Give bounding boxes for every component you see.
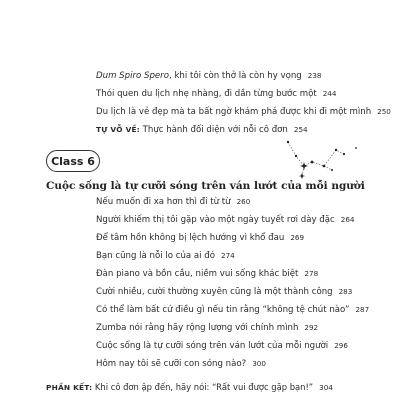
toc-page-number: 300: [252, 359, 266, 368]
toc-entry: [96, 232, 304, 244]
toc-entry: [96, 124, 308, 136]
toc-entry-text: Để tâm hồn không bị lệch hướng vì khổ đau: [96, 233, 285, 243]
toc-entry-text: Du lịch là vẻ đẹp mà ta bất ngờ khám phá được khi đi một mình: [96, 107, 372, 117]
constellation-icon: [282, 138, 362, 182]
toc-entry-text: Cười nhiều, cười thường xuyên cũng là một thành công: [96, 287, 333, 297]
toc-entry: [96, 214, 354, 226]
toc-entry: [96, 286, 352, 298]
toc-entry: [96, 196, 250, 208]
toc-entry: [96, 88, 336, 100]
toc-page-number: 250: [377, 107, 391, 116]
epilogue-entry: [46, 382, 333, 392]
toc-page-number: 238: [307, 71, 322, 80]
toc-page-number: 287: [355, 305, 370, 314]
toc-page-number: 269: [290, 233, 305, 242]
toc-entry: [96, 340, 348, 352]
toc-entry: [96, 106, 391, 118]
toc-page-number: 283: [338, 287, 353, 296]
toc-entry-text: Nếu muốn đi xa hơn thì đi từ từ: [96, 197, 231, 207]
toc-entry: [96, 304, 369, 316]
toc-entry: [96, 70, 321, 82]
toc-page-number: 278: [304, 269, 319, 278]
toc-entry-text: Thói quen du lịch nhẹ nhàng, đi dần từng bước một: [96, 89, 317, 99]
toc-page-number: 304: [319, 383, 333, 392]
toc-page-number: 254: [293, 125, 308, 134]
toc-page-number: 274: [221, 251, 235, 260]
toc-page-number: 292: [304, 323, 319, 332]
toc-entry: [96, 268, 318, 280]
epilogue-label: PHẦN KẾT:: [46, 383, 93, 392]
toc-page-number: 244: [322, 89, 337, 98]
toc-entry: [96, 250, 235, 262]
toc-entry-text: , khi tôi còn thở là còn hy vọng: [168, 71, 302, 81]
section-title: Cuộc sống là tự cưỡi sóng trên ván lướt của mỗi người: [46, 180, 365, 192]
toc-entry: [96, 322, 318, 334]
toc-entry-text: Hôm nay tôi sẽ cưỡi con sóng nào?: [96, 359, 247, 369]
toc-entry-text: Đàn piano và bồn cầu, niềm vui sống khác biệt: [96, 269, 299, 279]
toc-entry-italic: Dum Spiro Spero: [96, 71, 169, 81]
toc-entry-text: Thực hành đối diện với nỗi cô đơn: [142, 125, 288, 135]
toc-page-number: 264: [340, 215, 355, 224]
toc-entry-label: TỰ VỖ VỀ:: [96, 125, 140, 134]
toc-entry: [96, 358, 266, 370]
toc-entry-text: Zumba nói rằng hãy rộng lượng với chính mình: [96, 323, 299, 333]
class-badge: Class 6: [46, 150, 100, 172]
toc-entry-text: Bạn cũng là nỗi lo của ai đó: [96, 251, 215, 261]
toc-page-number: 260: [236, 197, 251, 206]
toc-page-number: 296: [334, 341, 348, 350]
epilogue-text: Khi cô đơn ập đến, hãy nói: “Rất vui được gặp bạn!”: [94, 382, 314, 392]
toc-entry-text: Có thể làm bất cứ điều gì nếu tin rằng “không tệ chút nào”: [96, 305, 350, 315]
toc-entry-text: Cuộc sống là tự cưỡi sóng trên ván lướt của mỗi người: [96, 341, 329, 351]
toc-entry-text: Người khiếm thị tôi gặp vào một ngày tuyết rơi dày đặc: [96, 215, 335, 225]
